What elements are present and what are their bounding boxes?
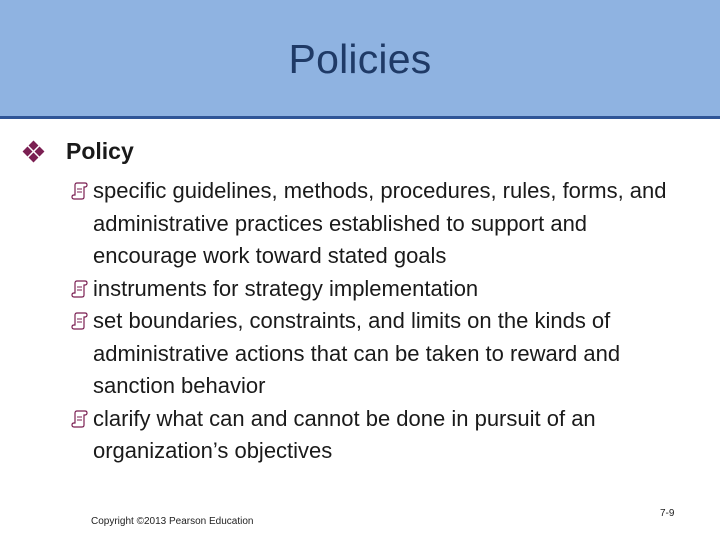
list-item [71,305,691,403]
list-item-text: specific guidelines, methods, procedures, rules, forms, and administrative practices established to support and encourage work toward stated goals [93,178,667,268]
scroll-icon [71,312,88,330]
page-number: 7-9 [660,508,675,519]
list-item [71,403,691,468]
list-item [71,175,691,273]
list-item-text: clarify what can and cannot be done in pursuit of an organization’s objectives [93,405,596,463]
slide-title: Policies [288,36,432,82]
list-item-text: instruments for strategy implementation [93,275,479,301]
title-divider [0,116,720,119]
bullet-heading: Policy [66,138,134,164]
four-diamond-icon [22,142,46,162]
level1-bullet [22,138,134,165]
scroll-icon [71,280,88,298]
scroll-icon [71,410,88,428]
list-item-text: set boundaries, constraints, and limits on the kinds of administrative actions that can be taken to reward and sanction behavior [93,308,621,398]
scroll-icon [71,182,88,200]
list-item [71,273,691,306]
sub-bullet-list [71,175,691,468]
copyright-notice: Copyright ©2013 Pearson Education [91,516,254,527]
